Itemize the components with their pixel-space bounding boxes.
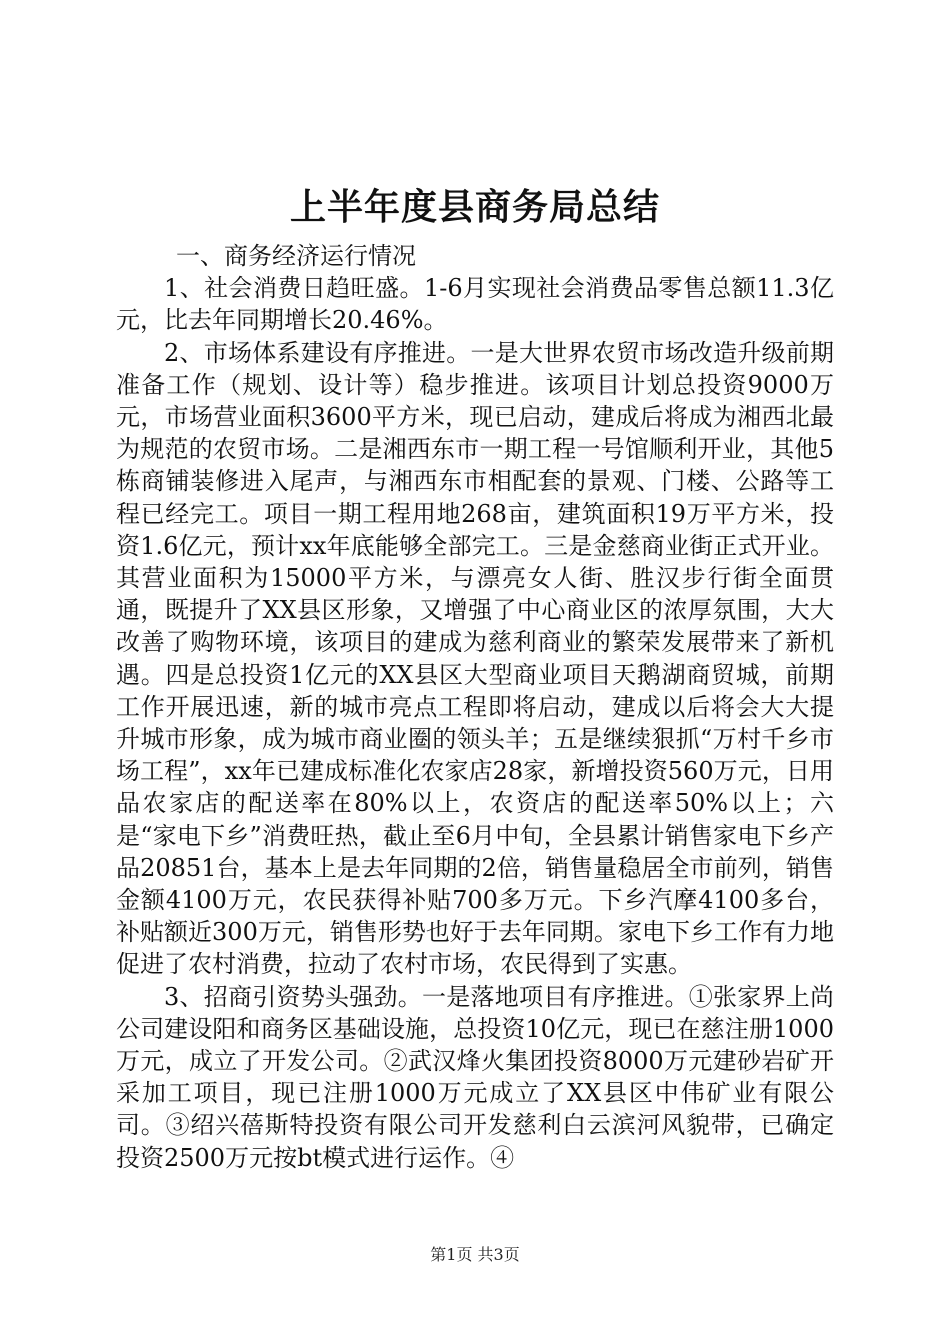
paragraph-market-system: 2、市场体系建设有序推进。一是大世界农贸市场改造升级前期准备工作（规划、设计等）稳步推进。该项目计划总投资9000万元，市场营业面积3600平方米，现已启动，建成后将成为湘西北最为规范的农贸市场。二是湘西东市一期工程一号馆顺利开业，其他5栋商铺装修进入尾声，与湘西东市相配套的景观、门楼、公路等工程已经完工。项目一期工程用地268亩，建筑面积19万平方米，投资1.6亿元，预计xx年底能够全部完工。三是金慈商业街正式开业。其营业面积为15000平方米，与漂亮女人街、胜汉步行街全面贯通，既提升了XX县区形象，又增强了中心商业区的浓厚氛围，大大改善了购物环境，该项目的建成为慈利商业的繁荣发展带来了新机遇。四是总投资1亿元的XX县区大型商业项目天鹅湖商贸城，前期工作开展迅速，新的城市亮点工程即将启动，建成以后将会大大提升城市形象，成为城市商业圈的领头羊；五是继续狠抓“万村千乡市场工程”，xx年已建成标准化农家店28家，新增投资560万元，日用品农家店的配送率在80%以上，农资店的配送率50%以上；六是“家电下乡”消费旺热，截止至6月中旬，全县累计销售家电下乡产品20851台，基本上是去年同期的2倍，销售量稳居全市前列，销售金额4100万元，农民获得补贴700多万元。下乡汽摩4100多台，补贴额近300万元，销售形势也好于去年同期。家电下乡工作有力地促进了农村消费，拉动了农村市场，农民得到了实惠。	[116, 338, 834, 979]
paragraph-investment: 3、招商引资势头强劲。一是落地项目有序推进。①张家界上尚公司建设阳和商务区基础设施，总投资10亿元，现已在慈注册1000万元，成立了开发公司。②武汉烽火集团投资8000万元建砂岩矿开采加工项目，现已注册1000万元成立了XX县区中伟矿业有限公司。③绍兴蓓斯特投资有限公司开发慈利白云滨河风貌带，已确定投资2500万元按bt模式进行运作。④	[116, 982, 834, 1172]
document-title: 上半年度县商务局总结	[289, 186, 660, 228]
page-number-footer: 第1页 共3页	[430, 1245, 520, 1264]
paragraph-consumption: 1、社会消费日趋旺盛。1-6月实现社会消费品零售总额11.3亿元，比去年同期增长20.46%。	[116, 274, 834, 335]
document-body	[116, 240, 834, 1174]
section-heading: 一、商务经济运行情况	[176, 242, 416, 270]
